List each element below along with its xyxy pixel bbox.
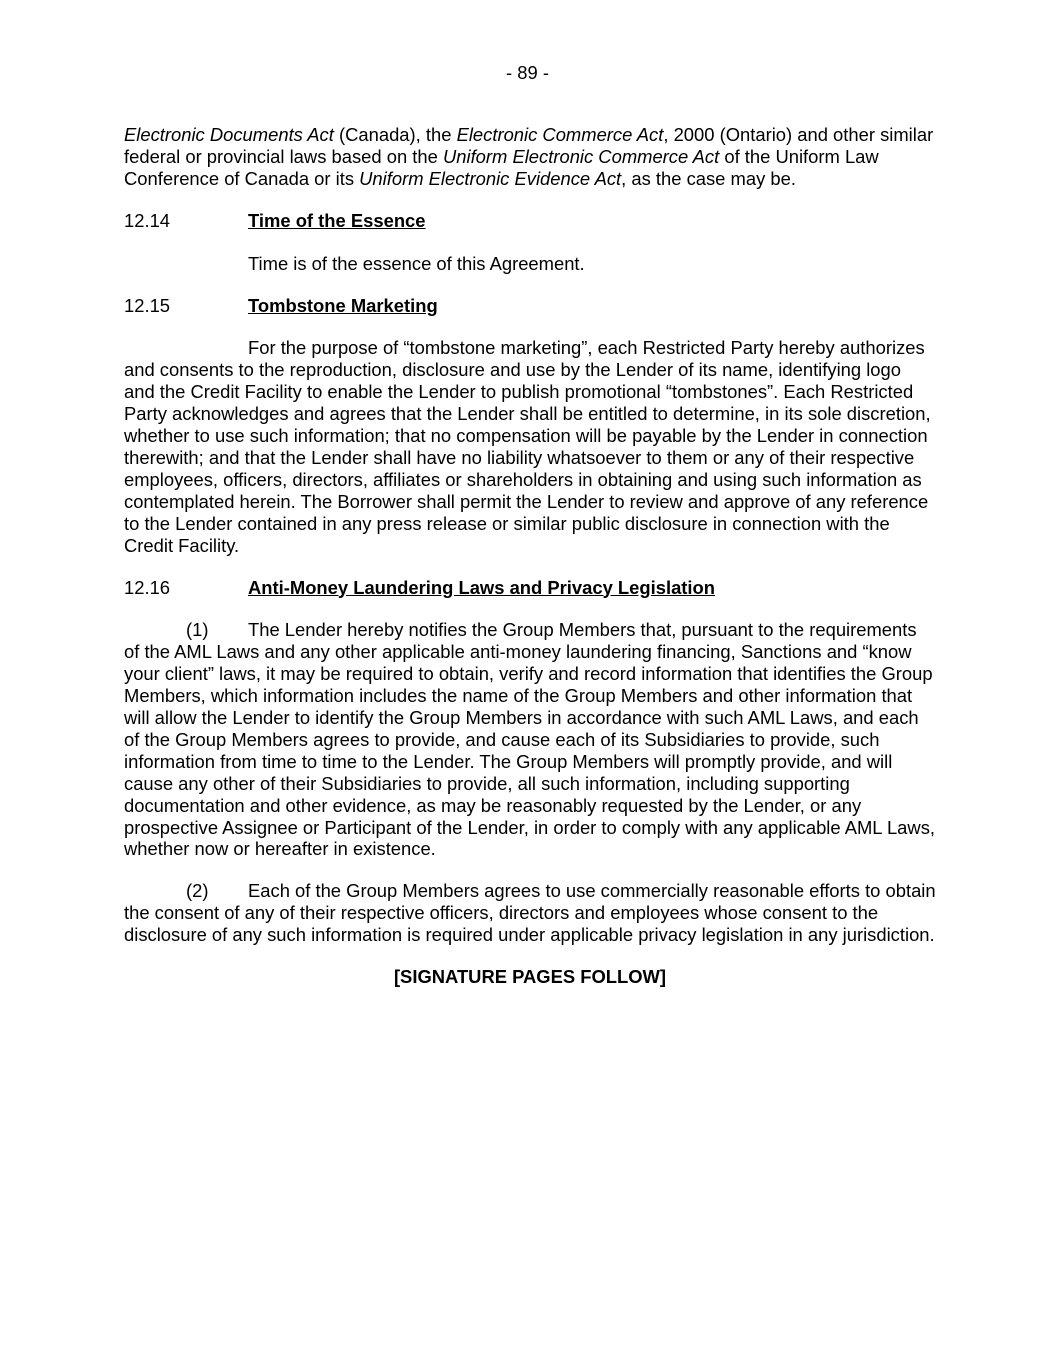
section-title: Tombstone Marketing bbox=[248, 294, 438, 316]
section-12-14-heading bbox=[124, 210, 936, 232]
section-12-16-heading bbox=[124, 577, 936, 599]
section-12-15-body: For the purpose of “tombstone marketing”, each Restricted Party hereby authorizes and consents to the reproduction, disclosure and use by the Lender of its name, identifying logo and the Credit Facility to enable the Lender to publish promotional “tombstones”. Each Restricted Party acknowledges and agrees that the Lender shall be entitled to determine, in its sole discretion, whether to use such information; that no compensation will be payable by the Lender in connection therewith; and that the Lender shall have no liability whatsoever to them or any of their respective employees, officers, directors, affiliates or shareholders in obtaining and using such information as contemplated herein. The Borrower shall permit the Lender to review and approve of any reference to the Lender contained in any press release or similar public disclosure in connection with the Credit Facility. bbox=[124, 337, 931, 556]
subsection-body: Each of the Group Members agrees to use commercially reasonable efforts to obtain the consent of any of their respective officers, directors and employees whose consent to the disclosure of any such information is required under applicable privacy legislation in any jurisdiction. bbox=[124, 880, 936, 946]
signature-pages-notice: [SIGNATURE PAGES FOLLOW] bbox=[393, 966, 667, 988]
intro-text-8: , as the case may be. bbox=[621, 167, 796, 189]
section-number: 12.15 bbox=[124, 294, 171, 316]
section-title: Anti-Money Laundering Laws and Privacy Legislation bbox=[248, 576, 715, 598]
intro-text-2: (Canada), the bbox=[333, 124, 457, 145]
subsection-body: The Lender hereby notifies the Group Members that, pursuant to the requirements of the AML Laws and any other applicable anti-money laundering financing, Sanctions and “know your client” laws, it may be required to obtain, verify and record information that identifies the Group Members, which information includes the name of the Group Members and other information that will allow the Lender to identify the Group Members in accordance with such AML Laws, and each of the Group Members agrees to provide, and cause each of its Subsidiaries to provide, such information from time to time to the Lender. The Group Members will promptly provide, and will cause any other of their Subsidiaries to provide, all such information, including supporting documentation and other evidence, as may be reasonably requested by the Lender, or any prospective Assignee or Participant of the Lender, in order to comply with any applicable AML Laws, whether now or hereafter in existence. bbox=[124, 619, 936, 860]
section-12-16-subsection-1 bbox=[124, 619, 936, 860]
section-12-15-heading bbox=[124, 295, 936, 317]
section-12-16-subsection-2 bbox=[124, 880, 936, 946]
subsection-label: (2) bbox=[186, 880, 209, 902]
section-12-14-body: Time is of the essence of this Agreement. bbox=[248, 252, 585, 274]
section-title: Time of the Essence bbox=[248, 209, 426, 231]
intro-paragraph bbox=[124, 124, 936, 190]
subsection-label: (1) bbox=[186, 619, 209, 641]
page-content bbox=[124, 124, 936, 988]
page-number: - 89 - bbox=[506, 62, 549, 83]
intro-italic-3: Electronic Commerce Act bbox=[456, 124, 664, 145]
intro-text-6: of the Uniform Law Conference of Canada or its bbox=[124, 145, 879, 189]
intro-italic-1: Electronic Documents Act bbox=[124, 124, 334, 145]
section-number: 12.14 bbox=[124, 209, 171, 231]
section-number: 12.16 bbox=[124, 576, 171, 598]
intro-italic-5: Uniform Electronic Commerce Act bbox=[442, 145, 720, 167]
intro-italic-7: Uniform Electronic Evidence Act bbox=[359, 167, 622, 189]
intro-text-4: , 2000 (Ontario) and other similar federal or provincial laws based on the bbox=[124, 124, 934, 167]
